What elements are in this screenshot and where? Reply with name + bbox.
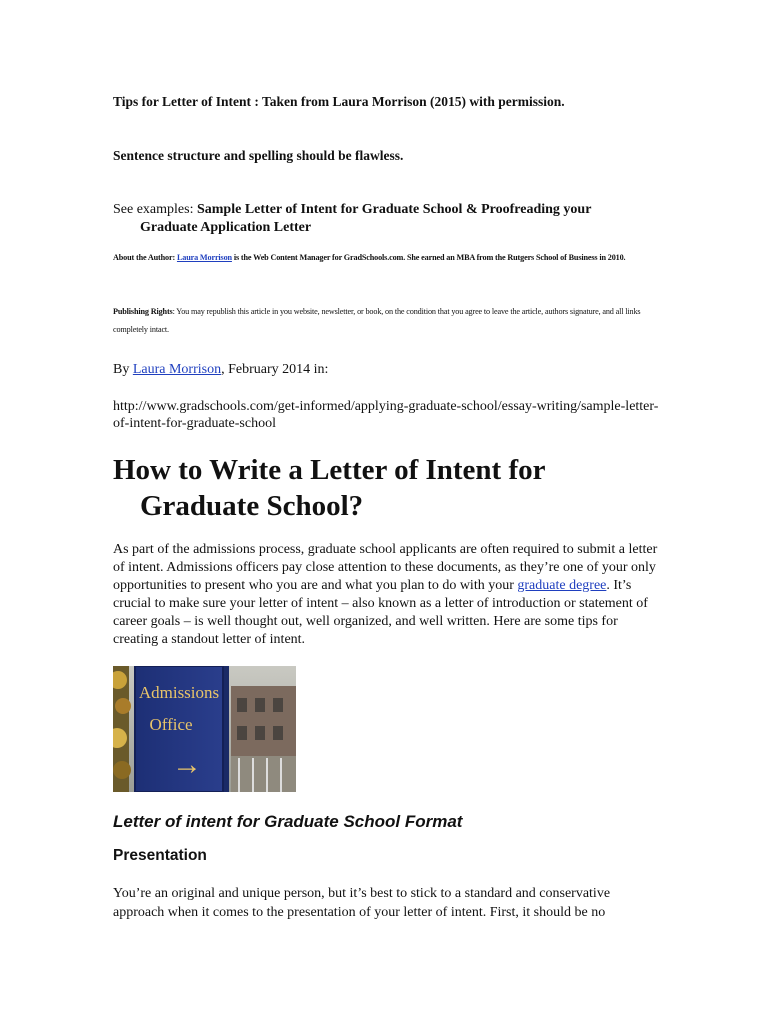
rights-label: Publishing Rights [113,307,173,316]
publishing-rights [113,303,673,339]
intro-part2: . It’s crucial to make sure your letter of intent – also known as a letter of introduction or statement of career goals – is well thought out, well organized, and well written. Here are some tips for creating a standout letter of intent. [113,578,648,647]
intro-paragraph [113,541,658,649]
title-line2: Graduate School? [140,490,364,522]
byline [113,362,328,378]
page-title [113,452,673,524]
sign-text-line2: Office [149,715,193,734]
examples-paragraph [113,201,673,237]
author-link[interactable]: Laura Morrison [176,253,232,262]
about-label: About the Author: [113,253,177,262]
flawless-note: Sentence structure and spelling should be flawless. [113,148,404,163]
tips-heading: Tips for Letter of Intent : Taken from Laura Morrison (2015) with permission. [113,94,565,109]
format-heading: Letter of intent for Graduate School Format [113,812,463,831]
about-text: is the Web Content Manager for GradSchools.com. She earned an MBA from the Rutgers School of Business in 2010. [231,253,626,262]
byline-suffix: , February 2014 in: [221,362,329,377]
arrow-right-icon: → [172,748,202,781]
title-line1: How to Write a Letter of Intent for [113,454,546,486]
sign-text-line1: Admissions [138,683,220,702]
examples-lead: See examples: [113,202,197,217]
byline-prefix: By [113,362,133,377]
examples-title-line2: Graduate Application Letter [140,220,312,235]
rights-text: : You may republish this article in you website, newsletter, or book, on the condition that you agree to leave the article, authors signature, and all links completely intact. [113,307,641,334]
examples-title-line1: Sample Letter of Intent for Graduate School & Proofreading your [196,202,592,217]
admissions-office-photo [113,666,296,792]
intro-part1: As part of the admissions process, graduate school applicants are often required to submit a letter of intent. Admissions officers pay close attention to these documents, as they’re one of your only opportunities to present who you are and what you plan to do with your [113,542,658,593]
source-url: http://www.gradschools.com/get-informed/applying-graduate-school/essay-writing/sample-letter-of-intent-for-graduate-school [113,399,659,431]
graduate-degree-link[interactable]: graduate degree [517,578,607,593]
presentation-heading: Presentation [113,847,207,864]
about-author [113,249,673,267]
byline-author-link[interactable]: Laura Morrison [132,362,222,377]
presentation-paragraph: You’re an original and unique person, but it’s best to stick to a standard and conservative approach when it comes to the presentation of your letter of intent. First, it should be no [113,886,611,920]
